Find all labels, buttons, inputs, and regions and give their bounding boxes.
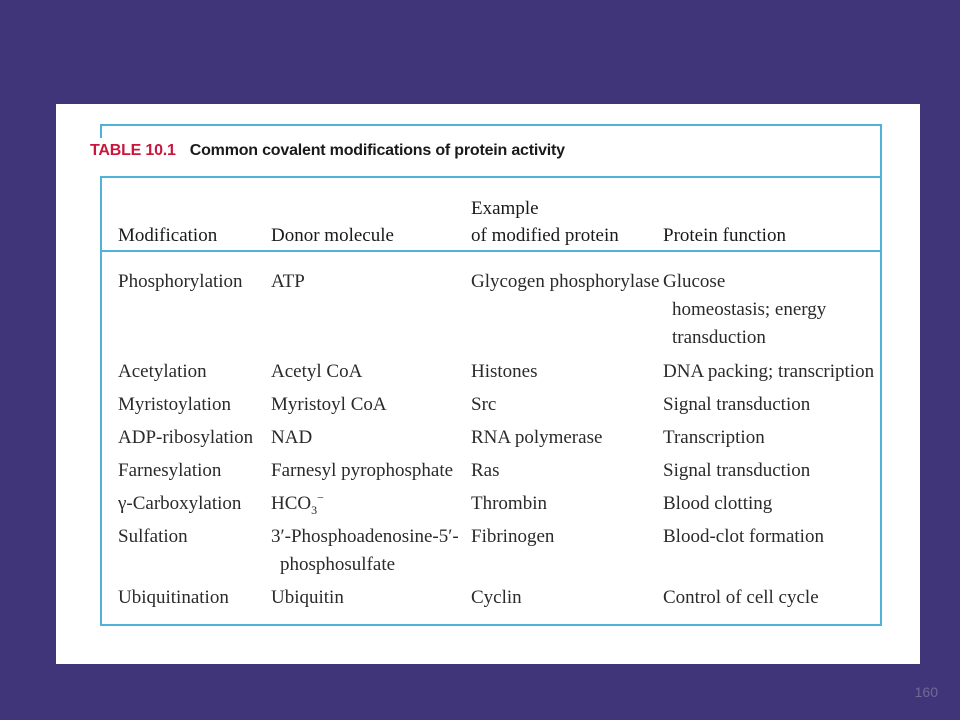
row-function-line1: Glucose bbox=[663, 271, 726, 292]
row-donor-line2: phosphosulfate bbox=[280, 554, 396, 575]
row-donor: Acetyl CoA bbox=[271, 361, 363, 382]
row-function: DNA packing; transcription bbox=[663, 361, 875, 382]
row-function-line3: transduction bbox=[672, 327, 766, 348]
table-frame bbox=[90, 124, 882, 626]
donor-formula-subscript: 3 bbox=[311, 502, 318, 517]
row-example: Fibrinogen bbox=[471, 526, 555, 547]
row-modification: γ-Carboxylation bbox=[118, 493, 242, 514]
row-modification: Acetylation bbox=[118, 361, 207, 382]
header-modification: Modification bbox=[118, 225, 218, 246]
row-function: Blood-clot formation bbox=[663, 526, 824, 547]
row-example: Thrombin bbox=[471, 493, 547, 514]
row-example: Src bbox=[471, 394, 497, 415]
header-example-line1: Example bbox=[471, 198, 539, 219]
row-example: Histones bbox=[471, 361, 538, 382]
header-donor: Donor molecule bbox=[271, 225, 394, 246]
row-function: Control of cell cycle bbox=[663, 587, 819, 608]
row-modification: Farnesylation bbox=[118, 460, 222, 481]
header-rule bbox=[100, 250, 880, 252]
row-modification: Ubiquitination bbox=[118, 587, 229, 608]
row-example: RNA polymerase bbox=[471, 427, 603, 448]
frame-corner-tick bbox=[100, 124, 102, 138]
row-donor: Myristoyl CoA bbox=[271, 394, 387, 415]
row-donor bbox=[271, 490, 324, 517]
row-donor: ATP bbox=[271, 271, 305, 292]
slide-panel bbox=[56, 104, 920, 664]
frame-left-border bbox=[100, 176, 102, 626]
donor-formula-charge: − bbox=[317, 490, 324, 505]
row-example: Ras bbox=[471, 460, 500, 481]
row-donor: Ubiquitin bbox=[271, 587, 344, 608]
row-donor-line1: 3′-Phosphoadenosine-5′- bbox=[271, 526, 459, 547]
row-modification: Sulfation bbox=[118, 526, 188, 547]
row-function: Signal transduction bbox=[663, 460, 811, 481]
row-function: Signal transduction bbox=[663, 394, 811, 415]
table-title: Common covalent modifications of protein activity bbox=[189, 142, 565, 159]
row-function: Blood clotting bbox=[663, 493, 773, 514]
header-example-line2: of modified protein bbox=[471, 225, 619, 246]
row-example: Glycogen phosphorylase bbox=[471, 271, 660, 292]
row-function: Transcription bbox=[663, 427, 765, 448]
header-function: Protein function bbox=[663, 225, 786, 246]
slide-page-number: 160 bbox=[914, 684, 938, 700]
table-caption bbox=[90, 142, 565, 160]
row-modification: Phosphorylation bbox=[118, 271, 243, 292]
row-donor: NAD bbox=[271, 427, 313, 448]
row-modification: ADP-ribosylation bbox=[118, 427, 254, 448]
row-modification: Myristoylation bbox=[118, 394, 231, 415]
table-label: TABLE 10.1 bbox=[90, 142, 176, 159]
row-donor: Farnesyl pyrophosphate bbox=[271, 460, 454, 481]
donor-formula-base: HCO bbox=[271, 493, 312, 514]
row-function-line2: homeostasis; energy bbox=[672, 299, 827, 320]
row-example: Cyclin bbox=[471, 587, 522, 608]
caption-rule bbox=[100, 176, 880, 178]
